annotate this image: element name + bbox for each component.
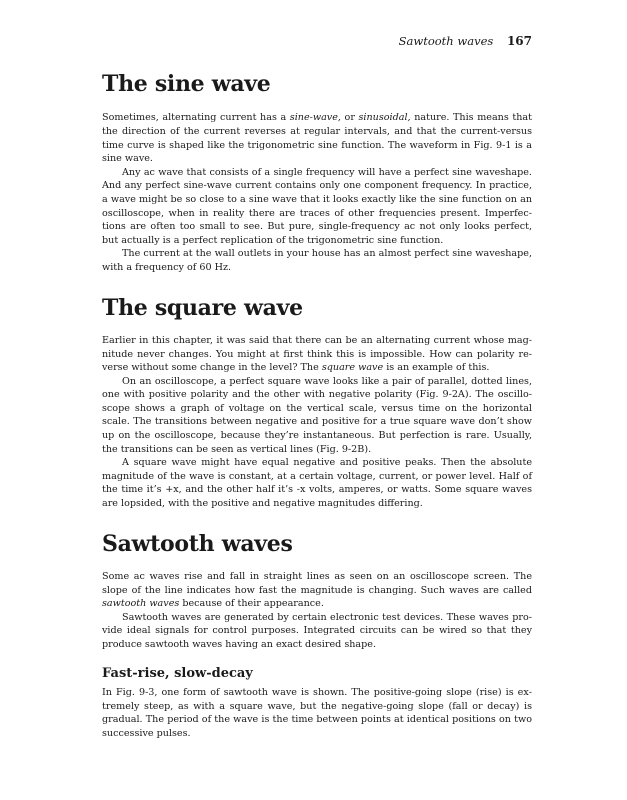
paragraph-sine-3: The current at the wall outlets in your house has an almost perfect sine waveshape, with a frequency of 60 Hz. xyxy=(102,248,532,273)
text-run: nature. This means that the direction of the current reverses at regular intervals, and that the current-versus time curve is shaped like the trigonometric sine function. The waveform in Fig. 9-1 is a sine wave. xyxy=(102,112,532,165)
paragraph-sawtooth-3: In Fig. 9-3, one form of sawtooth wave is shown. The positive-going slope (rise) is extremely steep, as with a square wave, but the negative-going slope (fall or decay) is gradual. The period of the wave is the time between points at identical positions on two successive pulses. xyxy=(102,687,532,739)
page-body xyxy=(102,62,532,741)
paragraph-square-3: A square wave might have equal negative and positive peaks. Then the absolute magnitude of the wave is constant, at a certain voltage, current, or power level. Half of the time it’s +x, and the other half it’s -x volts, amperes, or watts. Some square waves are lopsided, with the positive and negative magnitudes differing. xyxy=(102,457,532,510)
section-heading-sawtooth-waves: Sawtooth waves xyxy=(102,530,293,557)
paragraph-sine-2: Any ac wave that consists of a single frequency will have a perfect sine waveshape. And any perfect sine-wave current contains only one component frequency. In practice, a wave might be so close to a sine wave that it looks exactly like the sine function on an oscilloscope, when in reality there are traces of other frequencies present. Imperfections are often too small to see. But pure, single-frequency ac not only looks perfect, but actually is a perfect replication of the trigonometric sine function. xyxy=(102,166,532,246)
text-run: because of their appearance. xyxy=(179,598,324,610)
running-head xyxy=(399,34,532,48)
text-run: Sometimes, alternating current has a xyxy=(102,112,290,124)
paragraph-square-1 xyxy=(102,334,532,375)
text-run: Some ac waves rise and fall in straight lines as seen on an oscilloscope screen. The slope of the line indicates how fast the magnitude is changing. Such waves are called xyxy=(102,571,532,596)
emphasis-sine-wave: sine-wave, xyxy=(289,112,341,124)
text-run: Earlier in this chapter, it was said that there can be an alternating current whose magnitude never changes. You might at first think this is impossible. How can polarity reverse without some change in the level? The xyxy=(102,334,532,374)
section-heading-sine-wave: The sine wave xyxy=(102,71,271,97)
paragraph-sawtooth-1 xyxy=(102,570,532,611)
subheading-fast-rise-slow-decay: Fast-rise, slow-decay xyxy=(102,665,253,681)
text-run: is an example of this. xyxy=(383,362,490,374)
section-heading-square-wave: The square wave xyxy=(102,294,303,321)
emphasis-sawtooth-waves: sawtooth waves xyxy=(102,598,180,610)
text-run: or xyxy=(340,112,359,124)
page-number: 167 xyxy=(506,34,532,48)
paragraph-sawtooth-2: Sawtooth waves are generated by certain electronic test devices. These waves provide ideal signals for control purposes. Integrated circuits can be wired so that they produce sawtooth waves having an exact desired shape. xyxy=(102,611,532,650)
paragraph-sine-1 xyxy=(102,111,532,165)
emphasis-sinusoidal: sinusoidal, xyxy=(358,112,411,124)
paragraph-square-2: On an oscilloscope, a perfect square wave looks like a pair of parallel, dotted lines, one with positive polarity and the other with negative polarity (Fig. 9-2A). The oscilloscope shows a graph of voltage on the vertical scale, versus time on the horizontal scale. The transitions between negative and positive for a true square wave don’t show up on the oscilloscope, because they’re instantaneous. But perfection is rare. Usually, the transitions can be seen as vertical lines (Fig. 9-2B). xyxy=(102,375,532,455)
emphasis-square-wave: square wave xyxy=(321,362,384,374)
running-head-title: Sawtooth waves xyxy=(398,34,494,48)
